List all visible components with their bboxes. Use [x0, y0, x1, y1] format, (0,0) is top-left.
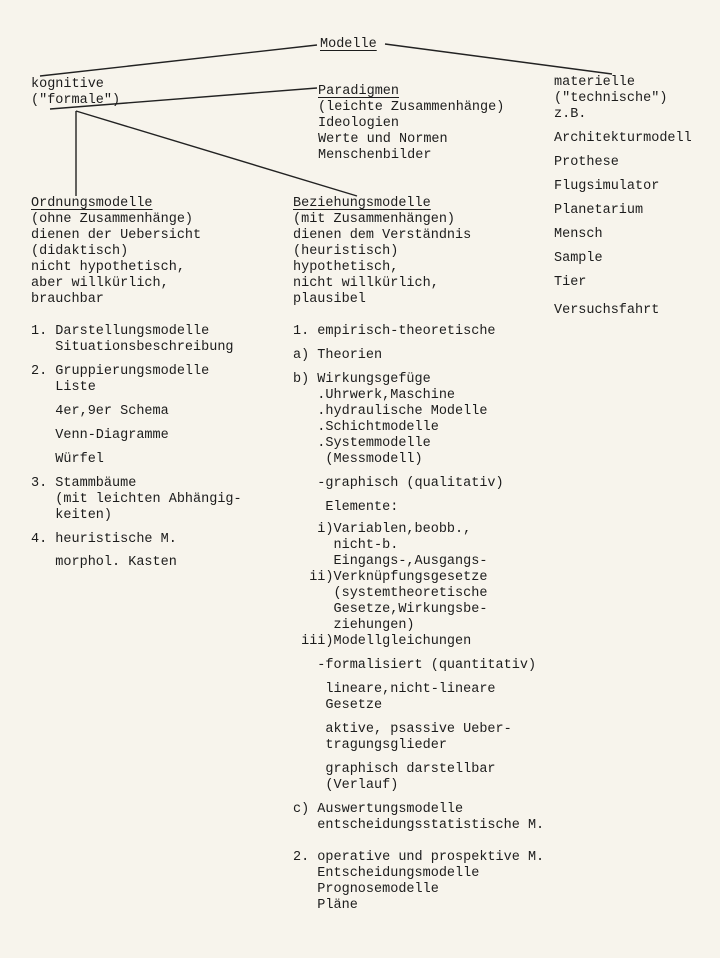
ordnung-item: morphol. Kasten — [31, 555, 177, 570]
ordnung-item: Liste — [31, 380, 96, 395]
ordnung-desc: (ohne Zusammenhänge) — [31, 212, 194, 227]
beziehung-item: Prognosemodelle — [293, 882, 439, 897]
materielle-example: Mensch — [554, 227, 603, 242]
beziehung-item: (Messmodell) — [293, 452, 423, 467]
materielle-example: Prothese — [554, 155, 619, 170]
materielle-example: Versuchsfahrt — [554, 303, 660, 318]
ordnung-item: (mit leichten Abhängig- — [31, 492, 242, 507]
beziehung-item: Eingangs-,Ausgangs- — [293, 554, 488, 569]
kognitive-sublabel: ("formale") — [31, 93, 121, 108]
materielle-zb: z.B. — [554, 107, 587, 122]
kognitive-to-beziehung-line — [76, 111, 357, 196]
beziehung-item: Pläne — [293, 898, 358, 913]
beziehung-item: -graphisch (qualitativ) — [293, 476, 504, 491]
beziehung-item: c) Auswertungsmodelle — [293, 802, 464, 817]
beziehung-item: 1. empirisch-theoretische — [293, 324, 496, 339]
beziehung-item: 2. operative und prospektive M. — [293, 850, 545, 865]
beziehung-desc: nicht willkürlich, — [293, 276, 439, 291]
paradigmen-title: Paradigmen — [318, 84, 400, 99]
ordnung-desc: (didaktisch) — [31, 244, 129, 259]
beziehung-item: a) Theorien — [293, 348, 383, 363]
beziehung-desc: hypothetisch, — [293, 260, 399, 275]
materielle-sublabel: ("technische") — [554, 91, 668, 106]
materielle-example: Planetarium — [554, 203, 644, 218]
beziehung-item: iii)Modellgleichungen — [293, 634, 472, 649]
beziehung-item: Elemente: — [293, 500, 399, 515]
ordnung-item: keiten) — [31, 508, 113, 523]
ordnung-item: 3. Stammbäume — [31, 476, 137, 491]
beziehung-item: .Schichtmodelle — [293, 420, 439, 435]
beziehung-title: Beziehungsmodelle — [293, 196, 431, 211]
ordnung-item: 2. Gruppierungsmodelle — [31, 364, 210, 379]
beziehung-desc: dienen dem Verständnis — [293, 228, 472, 243]
paradigmen-line: Ideologien — [318, 116, 400, 131]
materielle-label: materielle — [554, 75, 636, 90]
beziehung-item: .Uhrwerk,Maschine — [293, 388, 456, 403]
beziehung-item: ziehungen) — [293, 618, 415, 633]
ordnung-item: 1. Darstellungsmodelle — [31, 324, 210, 339]
kognitive-label: kognitive — [31, 77, 104, 92]
ordnung-item: Venn-Diagramme — [31, 428, 169, 443]
beziehung-desc: (mit Zusammenhängen) — [293, 212, 456, 227]
beziehung-item: i)Variablen,beobb., — [293, 522, 472, 537]
beziehung-item: .hydraulische Modelle — [293, 404, 488, 419]
beziehung-item: Gesetze,Wirkungsbe- — [293, 602, 488, 617]
ordnung-item: 4er,9er Schema — [31, 404, 169, 419]
beziehung-desc: plausibel — [293, 292, 366, 307]
ordnung-desc: nicht hypothetisch, — [31, 260, 185, 275]
ordnung-item: Situationsbeschreibung — [31, 340, 234, 355]
root-label: Modelle — [320, 37, 377, 52]
beziehung-item: Entscheidungsmodelle — [293, 866, 480, 881]
ordnung-item: 4. heuristische M. — [31, 532, 177, 547]
ordnung-desc: dienen der Uebersicht — [31, 228, 202, 243]
beziehung-item: lineare,nicht-lineare — [293, 682, 496, 697]
ordnung-desc: brauchbar — [31, 292, 104, 307]
paradigmen-line: Menschenbilder — [318, 148, 432, 163]
materielle-example: Tier — [554, 275, 587, 290]
ordnung-item: Würfel — [31, 452, 104, 467]
beziehung-item: .Systemmodelle — [293, 436, 431, 451]
paradigmen-line: Werte und Normen — [318, 132, 448, 147]
ordnung-desc: aber willkürlich, — [31, 276, 169, 291]
root-to-kognitive-line — [40, 45, 317, 76]
beziehung-item: -formalisiert (quantitativ) — [293, 658, 537, 673]
beziehung-item: (systemtheoretische — [293, 586, 488, 601]
beziehung-item: graphisch darstellbar — [293, 762, 496, 777]
materielle-example: Sample — [554, 251, 603, 266]
beziehung-item: tragungsglieder — [293, 738, 447, 753]
beziehung-item: b) Wirkungsgefüge — [293, 372, 431, 387]
paradigmen-line: (leichte Zusammenhänge) — [318, 100, 505, 115]
materielle-example: Architekturmodell — [554, 131, 692, 146]
materielle-example: Flugsimulator — [554, 179, 660, 194]
beziehung-item: ii)Verknüpfungsgesetze — [293, 570, 488, 585]
beziehung-desc: (heuristisch) — [293, 244, 399, 259]
beziehung-item: aktive, psassive Ueber- — [293, 722, 512, 737]
root-to-materielle-line — [385, 44, 612, 74]
beziehung-item: (Verlauf) — [293, 778, 399, 793]
beziehung-item: Gesetze — [293, 698, 383, 713]
beziehung-item: nicht-b. — [293, 538, 399, 553]
beziehung-item: entscheidungsstatistische M. — [293, 818, 545, 833]
ordnung-title: Ordnungsmodelle — [31, 196, 153, 211]
